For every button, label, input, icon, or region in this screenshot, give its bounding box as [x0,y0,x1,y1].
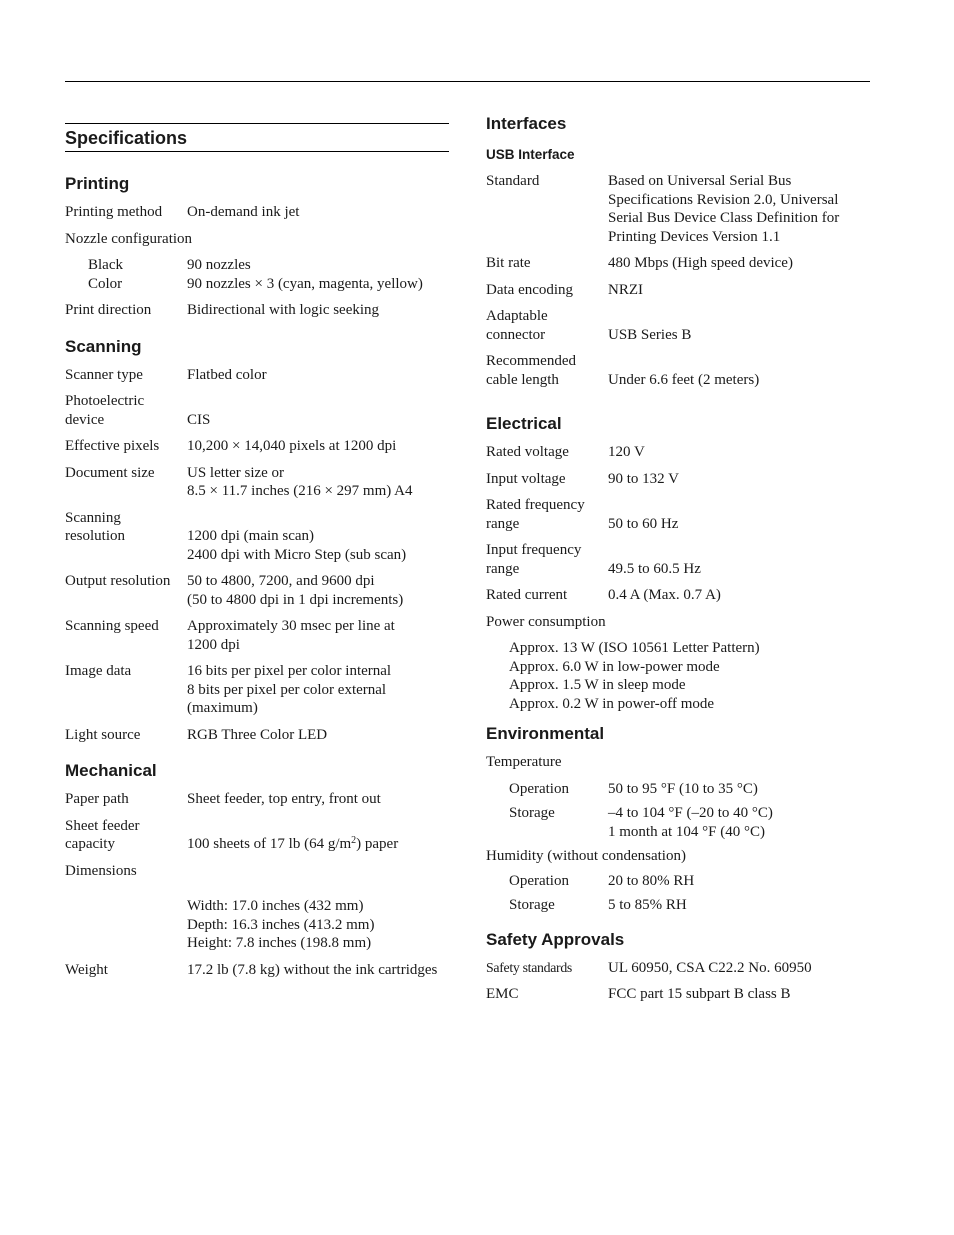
scanning-heading: Scanning [65,336,142,356]
humidity-label: Humidity (without condensation) [486,848,686,864]
spec-value: USB Series B [608,326,692,343]
spec-value: Specifications Revision 2.0, Universal [608,191,839,208]
cable-length-row [486,352,870,389]
print-direction-row [65,301,449,320]
interfaces-heading: Interfaces [486,114,567,133]
electrical-heading: Electrical [486,414,562,433]
usb-standard-row [486,172,870,246]
spec-label: resolution [65,528,125,544]
spec-label: Safety standards [486,959,573,975]
data-encoding-row [486,281,870,300]
spec-value: Serial Bus Device Class Definition for [608,210,840,226]
spec-label: Print direction [65,302,152,318]
spec-value: 8.5 × 11.7 inches (216 × 297 mm) A4 [187,483,413,499]
temperature-operation-row [486,780,870,799]
spec-label: Operation [509,780,569,797]
spec-value: Depth: 16.3 inches (413.2 mm) [187,916,375,933]
spec-label: Adaptable [486,308,548,324]
spec-value: 50 to 60 Hz [608,515,679,532]
rated-frequency-row [486,496,870,533]
spec-label: connector [486,326,546,343]
spec-value: US letter size or [187,464,285,481]
spec-label: Storage [509,805,555,821]
spec-value: Based on Universal Serial Bus [608,173,792,189]
bit-rate-row [486,254,870,273]
spec-label: Scanner type [65,366,143,383]
spec-label: Recommended [486,353,576,369]
spec-label: Sheet feeder [65,817,140,834]
black-value: 90 nozzles [187,257,251,273]
spec-value: Approx. 1.5 W in sleep mode [509,677,686,693]
weight-row [65,961,449,980]
dimensions-label: Dimensions [65,862,137,879]
page-title: Specifications [65,123,449,152]
output-resolution-row [65,572,449,609]
left-column [65,123,449,987]
spec-value: 1200 dpi [187,636,240,653]
spec-value: 8 bits per pixel per color external [187,681,387,698]
photoelectric-device-row [65,392,449,429]
spec-value: –4 to 104 °F (–20 to 40 °C) [608,805,773,821]
spec-value: RGB Three Color LED [187,726,328,743]
input-frequency-row [486,541,870,578]
rated-current-row [486,586,870,605]
spec-value: (maximum) [187,700,258,716]
spec-label: Rated frequency [486,497,585,513]
safety-approvals-heading: Safety Approvals [486,929,625,949]
spec-value: 50 to 95 °F (10 to 35 °C) [608,780,758,797]
document-size-row [65,464,449,501]
spec-label: Printing method [65,204,163,220]
effective-pixels-row [65,437,449,456]
safety-standards-row [486,959,870,978]
spec-label: Scanning [65,509,121,526]
nozzle-configuration-label: Nozzle configuration [65,230,193,247]
spec-label: EMC [486,986,519,1002]
spec-value: 49.5 to 60.5 Hz [608,560,701,577]
emc-row [486,985,870,1004]
spec-value: Bidirectional with logic seeking [187,302,380,318]
usb-interface-heading: USB Interface [486,147,575,162]
scanner-type-row [65,366,449,385]
spec-value: 1200 dpi (main scan) [187,528,315,544]
environmental-heading: Environmental [486,724,605,743]
spec-label: Rated voltage [486,444,569,460]
input-voltage-row [486,470,870,489]
spec-label: range [486,560,520,577]
power-consumption-label: Power consumption [486,613,606,630]
spec-value: Approx. 6.0 W in low-power mode [509,658,720,675]
scanning-resolution-row [65,509,449,565]
paper-path-row [65,790,449,809]
spec-value: 100 sheets of 17 lb (64 $g/m^2$) paper [187,835,399,852]
spec-value: FCC part 15 subpart B class B [608,986,791,1002]
spec-value: Height: 7.8 inches (198.8 mm) [187,935,372,951]
printing-method-row [65,203,449,222]
humidity-operation-row [486,872,870,891]
spec-value: Approx. 13 W (ISO 10561 Letter Pattern) [509,640,760,656]
spec-label: Weight [65,961,108,978]
rated-voltage-row [486,443,870,462]
temperature-storage-row [486,804,870,841]
spec-value: 10,200 × 14,040 pixels at 1200 dpi [187,438,397,454]
spec-label: range [486,515,520,532]
spec-value: UL 60950, CSA C22.2 No. 60950 [608,959,812,976]
black-label: Black [88,257,123,273]
color-value: 90 nozzles × 3 (cyan, magenta, yellow) [187,275,423,292]
spec-value: 50 to 4800, 7200, and 9600 dpi [187,573,375,589]
spec-label: Rated current [486,587,568,603]
spec-value: Flatbed color [187,366,267,383]
adaptable-connector-row [486,307,870,344]
nozzle-configuration-row [65,256,449,293]
dimensions-row [65,888,449,953]
spec-label: Light source [65,726,141,743]
right-column [486,114,870,1012]
spec-value: (50 to 4800 dpi in 1 dpi increments) [187,591,404,608]
spec-value: 90 to 132 V [608,470,679,487]
spec-value: 480 Mbps (High speed device) [608,255,793,271]
spec-value: 1 month at 104 °F (40 °C) [608,823,765,840]
spec-label: device [65,411,105,428]
spec-value: Printing Devices Version 1.1 [608,228,781,245]
spec-value: 17.2 lb (7.8 kg) without the ink cartridges [187,961,438,978]
spec-label: Input voltage [486,470,566,487]
top-rule [65,81,870,82]
spec-label: Output resolution [65,573,171,589]
printing-heading: Printing [65,174,130,193]
spec-value: 2400 dpi with Micro Step (sub scan) [187,546,407,563]
spec-label: Bit rate [486,255,531,271]
spec-label: Document size [65,464,155,481]
light-source-row [65,726,449,745]
spec-label: Image data [65,663,132,679]
spec-value: Width: 17.0 inches (432 mm) [187,898,364,914]
scanning-speed-row [65,617,449,654]
spec-value: 0.4 A (Max. 0.7 A) [608,587,721,603]
spec-label: Standard [486,173,540,189]
color-label: Color [88,275,123,292]
spec-label: capacity [65,836,115,852]
power-consumption-list [509,639,870,713]
spec-value: Approx. 0.2 W in power-off mode [509,695,715,712]
spec-label: Effective pixels [65,438,160,454]
spec-label: Data encoding [486,281,574,298]
spec-value: Under 6.6 feet (2 meters) [608,371,760,388]
spec-value: 120 V [608,444,645,460]
spec-label: Paper path [65,791,129,807]
spec-label: Storage [509,897,555,913]
spec-value: 20 to 80% RH [608,872,695,889]
spec-label: Scanning speed [65,618,159,634]
spec-value: 16 bits per pixel per color internal [187,663,392,679]
sheet-feeder-capacity-row [65,817,449,854]
spec-label: cable length [486,371,559,388]
spec-value: Approximately 30 msec per line at [187,618,395,634]
spec-value: CIS [187,411,211,428]
spec-value: NRZI [608,281,643,298]
spec-label: Operation [509,872,569,889]
spec-label: Input frequency [486,542,582,558]
temperature-label: Temperature [486,754,562,770]
mechanical-heading: Mechanical [65,761,157,780]
spec-value: On-demand ink jet [187,204,300,220]
spec-label: Photoelectric [65,393,145,409]
image-data-row [65,662,449,718]
spec-value: Sheet feeder, top entry, front out [187,791,381,807]
spec-value: 5 to 85% RH [608,897,687,913]
humidity-storage-row [486,896,870,915]
